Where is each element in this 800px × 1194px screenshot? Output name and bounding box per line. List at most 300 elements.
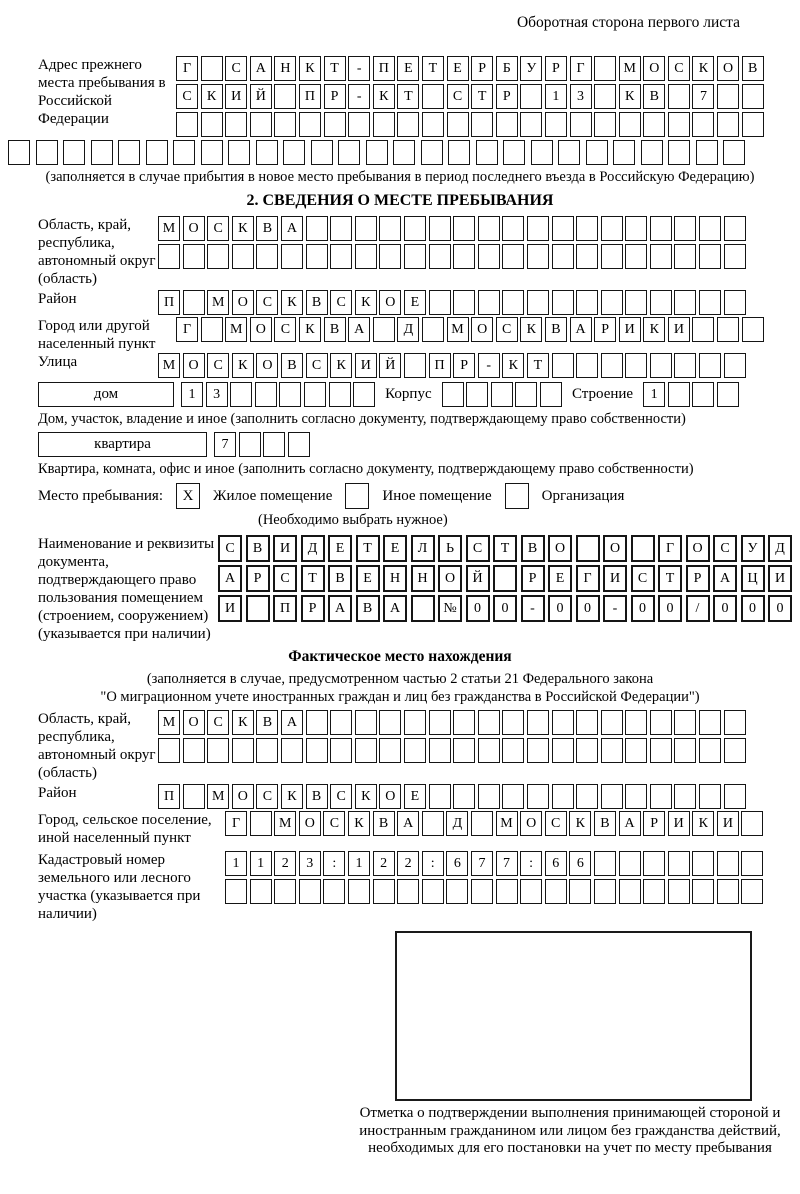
- char-box[interactable]: [699, 353, 721, 378]
- char-box[interactable]: М: [158, 710, 180, 735]
- char-box[interactable]: Е: [404, 784, 426, 809]
- char-box[interactable]: Г: [176, 317, 198, 342]
- char-box[interactable]: И: [668, 317, 690, 342]
- char-box[interactable]: [256, 738, 278, 763]
- char-box[interactable]: О: [471, 317, 493, 342]
- char-box[interactable]: 0: [658, 595, 682, 622]
- char-box[interactable]: 6: [545, 851, 567, 876]
- char-box[interactable]: О: [603, 535, 627, 562]
- char-box[interactable]: В: [643, 84, 665, 109]
- char-box[interactable]: [643, 112, 665, 137]
- char-box[interactable]: [692, 851, 714, 876]
- char-box[interactable]: К: [502, 353, 524, 378]
- char-box[interactable]: [625, 353, 647, 378]
- checkbox-other-premises[interactable]: [345, 483, 369, 509]
- char-box[interactable]: [393, 140, 415, 165]
- char-box[interactable]: [527, 216, 549, 241]
- char-box[interactable]: [379, 216, 401, 241]
- char-box[interactable]: [453, 710, 475, 735]
- char-box[interactable]: [422, 112, 444, 137]
- char-box[interactable]: [366, 140, 388, 165]
- char-box[interactable]: [601, 290, 623, 315]
- char-box[interactable]: [183, 290, 205, 315]
- char-box[interactable]: [668, 382, 690, 407]
- char-box[interactable]: Ц: [741, 565, 765, 592]
- char-box[interactable]: Б: [496, 56, 518, 81]
- char-box[interactable]: [453, 290, 475, 315]
- char-box[interactable]: [306, 738, 328, 763]
- confirmation-stamp-box[interactable]: [395, 931, 752, 1101]
- char-box[interactable]: О: [232, 290, 254, 315]
- char-box[interactable]: 6: [446, 851, 468, 876]
- char-box[interactable]: К: [299, 317, 321, 342]
- char-box[interactable]: В: [306, 784, 328, 809]
- char-box[interactable]: [576, 353, 598, 378]
- char-box[interactable]: С: [713, 535, 737, 562]
- char-box[interactable]: [306, 216, 328, 241]
- char-box[interactable]: [650, 784, 672, 809]
- char-box[interactable]: К: [692, 56, 714, 81]
- char-box[interactable]: С: [545, 811, 567, 836]
- char-box[interactable]: [723, 140, 745, 165]
- char-box[interactable]: [353, 382, 375, 407]
- char-box[interactable]: Е: [328, 535, 352, 562]
- char-box[interactable]: [692, 112, 714, 137]
- char-box[interactable]: [183, 738, 205, 763]
- char-box[interactable]: 0: [631, 595, 655, 622]
- char-box[interactable]: Р: [453, 353, 475, 378]
- char-box[interactable]: [502, 244, 524, 269]
- char-box[interactable]: [650, 353, 672, 378]
- char-box[interactable]: О: [232, 784, 254, 809]
- char-box[interactable]: Н: [411, 565, 435, 592]
- char-box[interactable]: [478, 216, 500, 241]
- char-box[interactable]: П: [158, 290, 180, 315]
- char-box[interactable]: [625, 738, 647, 763]
- char-box[interactable]: 0: [548, 595, 572, 622]
- char-box[interactable]: П: [299, 84, 321, 109]
- char-box[interactable]: [724, 784, 746, 809]
- char-box[interactable]: [668, 879, 690, 904]
- char-box[interactable]: [601, 710, 623, 735]
- char-box[interactable]: В: [328, 565, 352, 592]
- char-box[interactable]: /: [686, 595, 710, 622]
- char-box[interactable]: [520, 112, 542, 137]
- char-box[interactable]: [717, 112, 739, 137]
- char-box[interactable]: [741, 879, 763, 904]
- char-box[interactable]: Т: [527, 353, 549, 378]
- char-box[interactable]: К: [520, 317, 542, 342]
- char-box[interactable]: 1: [225, 851, 247, 876]
- char-box[interactable]: Т: [658, 565, 682, 592]
- char-box[interactable]: Р: [301, 595, 325, 622]
- char-box[interactable]: [625, 244, 647, 269]
- char-box[interactable]: В: [256, 216, 278, 241]
- char-box[interactable]: Т: [471, 84, 493, 109]
- char-box[interactable]: Г: [176, 56, 198, 81]
- char-box[interactable]: [594, 851, 616, 876]
- char-box[interactable]: [742, 112, 764, 137]
- char-box[interactable]: К: [201, 84, 223, 109]
- char-box[interactable]: С: [466, 535, 490, 562]
- char-box[interactable]: [283, 140, 305, 165]
- char-box[interactable]: [515, 382, 537, 407]
- char-box[interactable]: [699, 290, 721, 315]
- char-box[interactable]: [619, 851, 641, 876]
- char-box[interactable]: [158, 244, 180, 269]
- char-box[interactable]: А: [250, 56, 272, 81]
- char-box[interactable]: [619, 112, 641, 137]
- char-box[interactable]: [558, 140, 580, 165]
- char-box[interactable]: [323, 879, 345, 904]
- char-box[interactable]: С: [207, 216, 229, 241]
- char-box[interactable]: В: [356, 595, 380, 622]
- char-box[interactable]: [668, 112, 690, 137]
- char-box[interactable]: О: [717, 56, 739, 81]
- char-box[interactable]: И: [225, 84, 247, 109]
- char-box[interactable]: [496, 879, 518, 904]
- char-box[interactable]: [250, 112, 272, 137]
- char-box[interactable]: [250, 879, 272, 904]
- char-box[interactable]: С: [256, 290, 278, 315]
- char-box[interactable]: [601, 738, 623, 763]
- char-box[interactable]: [601, 353, 623, 378]
- char-box[interactable]: [279, 382, 301, 407]
- char-box[interactable]: [91, 140, 113, 165]
- char-box[interactable]: [502, 216, 524, 241]
- char-box[interactable]: [246, 595, 270, 622]
- char-box[interactable]: [404, 244, 426, 269]
- char-box[interactable]: [531, 140, 553, 165]
- char-box[interactable]: [724, 244, 746, 269]
- char-box[interactable]: [724, 353, 746, 378]
- char-box[interactable]: Р: [324, 84, 346, 109]
- char-box[interactable]: Г: [576, 565, 600, 592]
- char-box[interactable]: [641, 140, 663, 165]
- char-box[interactable]: Е: [404, 290, 426, 315]
- char-box[interactable]: М: [274, 811, 296, 836]
- char-box[interactable]: Г: [658, 535, 682, 562]
- char-box[interactable]: 0: [713, 595, 737, 622]
- char-box[interactable]: [717, 879, 739, 904]
- char-box[interactable]: С: [330, 784, 352, 809]
- char-box[interactable]: 0: [493, 595, 517, 622]
- char-box[interactable]: [552, 216, 574, 241]
- char-box[interactable]: И: [768, 565, 792, 592]
- char-box[interactable]: К: [281, 290, 303, 315]
- char-box[interactable]: [668, 140, 690, 165]
- char-box[interactable]: О: [520, 811, 542, 836]
- char-box[interactable]: В: [521, 535, 545, 562]
- char-box[interactable]: [466, 382, 488, 407]
- char-box[interactable]: [717, 317, 739, 342]
- char-box[interactable]: 3: [206, 382, 228, 407]
- char-box[interactable]: Й: [379, 353, 401, 378]
- char-box[interactable]: 1: [545, 84, 567, 109]
- char-box[interactable]: В: [246, 535, 270, 562]
- char-box[interactable]: [201, 56, 223, 81]
- char-box[interactable]: В: [594, 811, 616, 836]
- char-box[interactable]: [552, 353, 574, 378]
- char-box[interactable]: [207, 738, 229, 763]
- char-box[interactable]: Е: [356, 565, 380, 592]
- char-box[interactable]: В: [256, 710, 278, 735]
- char-box[interactable]: [478, 290, 500, 315]
- char-box[interactable]: Р: [246, 565, 270, 592]
- char-box[interactable]: К: [348, 811, 370, 836]
- checkbox-organization[interactable]: [505, 483, 529, 509]
- char-box[interactable]: [373, 317, 395, 342]
- char-box[interactable]: Т: [324, 56, 346, 81]
- char-box[interactable]: К: [355, 290, 377, 315]
- char-box[interactable]: [422, 317, 444, 342]
- char-box[interactable]: [379, 710, 401, 735]
- char-box[interactable]: [650, 738, 672, 763]
- char-box[interactable]: [668, 851, 690, 876]
- char-box[interactable]: [502, 710, 524, 735]
- char-box[interactable]: [348, 879, 370, 904]
- char-box[interactable]: [569, 879, 591, 904]
- char-box[interactable]: [201, 317, 223, 342]
- char-box[interactable]: [373, 112, 395, 137]
- char-box[interactable]: [625, 216, 647, 241]
- char-box[interactable]: [742, 317, 764, 342]
- char-box[interactable]: [429, 710, 451, 735]
- char-box[interactable]: [338, 140, 360, 165]
- char-box[interactable]: [355, 710, 377, 735]
- char-box[interactable]: [650, 244, 672, 269]
- char-box[interactable]: А: [281, 216, 303, 241]
- char-box[interactable]: [545, 112, 567, 137]
- char-box[interactable]: И: [668, 811, 690, 836]
- char-box[interactable]: [742, 84, 764, 109]
- char-box[interactable]: [717, 851, 739, 876]
- char-box[interactable]: [256, 140, 278, 165]
- char-box[interactable]: А: [383, 595, 407, 622]
- char-box[interactable]: -: [478, 353, 500, 378]
- char-box[interactable]: [330, 244, 352, 269]
- char-box[interactable]: 0: [768, 595, 792, 622]
- char-box[interactable]: С: [218, 535, 242, 562]
- char-box[interactable]: [453, 784, 475, 809]
- char-box[interactable]: 1: [181, 382, 203, 407]
- char-box[interactable]: А: [218, 565, 242, 592]
- char-box[interactable]: [8, 140, 30, 165]
- char-box[interactable]: К: [281, 784, 303, 809]
- char-box[interactable]: [545, 879, 567, 904]
- char-box[interactable]: [699, 738, 721, 763]
- char-box[interactable]: [527, 244, 549, 269]
- char-box[interactable]: [232, 244, 254, 269]
- char-box[interactable]: [274, 879, 296, 904]
- char-box[interactable]: С: [207, 710, 229, 735]
- char-box[interactable]: К: [232, 216, 254, 241]
- char-box[interactable]: [281, 244, 303, 269]
- char-box[interactable]: [601, 216, 623, 241]
- char-box[interactable]: [263, 432, 285, 457]
- char-box[interactable]: [379, 738, 401, 763]
- char-box[interactable]: Е: [447, 56, 469, 81]
- char-box[interactable]: [594, 879, 616, 904]
- char-box[interactable]: [717, 84, 739, 109]
- char-box[interactable]: [429, 216, 451, 241]
- char-box[interactable]: [520, 879, 542, 904]
- char-box[interactable]: [724, 290, 746, 315]
- char-box[interactable]: [724, 216, 746, 241]
- char-box[interactable]: [429, 290, 451, 315]
- char-box[interactable]: М: [158, 353, 180, 378]
- char-box[interactable]: [674, 738, 696, 763]
- char-box[interactable]: [717, 382, 739, 407]
- char-box[interactable]: [692, 879, 714, 904]
- char-box[interactable]: М: [207, 290, 229, 315]
- char-box[interactable]: [471, 879, 493, 904]
- char-box[interactable]: Н: [383, 565, 407, 592]
- char-box[interactable]: 0: [741, 595, 765, 622]
- char-box[interactable]: [299, 112, 321, 137]
- char-box[interactable]: И: [717, 811, 739, 836]
- char-box[interactable]: А: [328, 595, 352, 622]
- char-box[interactable]: [274, 112, 296, 137]
- char-box[interactable]: С: [256, 784, 278, 809]
- char-box[interactable]: Е: [397, 56, 419, 81]
- char-box[interactable]: 0: [466, 595, 490, 622]
- char-box[interactable]: [594, 84, 616, 109]
- char-box[interactable]: [478, 710, 500, 735]
- char-box[interactable]: 0: [576, 595, 600, 622]
- char-box[interactable]: К: [330, 353, 352, 378]
- char-box[interactable]: [699, 710, 721, 735]
- char-box[interactable]: [183, 784, 205, 809]
- char-box[interactable]: Т: [493, 535, 517, 562]
- char-box[interactable]: [540, 382, 562, 407]
- char-box[interactable]: О: [183, 353, 205, 378]
- char-box[interactable]: [411, 595, 435, 622]
- char-box[interactable]: [576, 784, 598, 809]
- char-box[interactable]: П: [273, 595, 297, 622]
- char-box[interactable]: [502, 738, 524, 763]
- char-box[interactable]: О: [548, 535, 572, 562]
- char-box[interactable]: Р: [471, 56, 493, 81]
- char-box[interactable]: [613, 140, 635, 165]
- char-box[interactable]: [324, 112, 346, 137]
- char-box[interactable]: М: [225, 317, 247, 342]
- char-box[interactable]: [453, 738, 475, 763]
- char-box[interactable]: [281, 738, 303, 763]
- char-box[interactable]: 6: [569, 851, 591, 876]
- char-box[interactable]: [586, 140, 608, 165]
- char-box[interactable]: К: [643, 317, 665, 342]
- char-box[interactable]: [493, 565, 517, 592]
- char-box[interactable]: О: [256, 353, 278, 378]
- char-box[interactable]: О: [379, 290, 401, 315]
- char-box[interactable]: [355, 216, 377, 241]
- char-box[interactable]: П: [158, 784, 180, 809]
- char-box[interactable]: [256, 244, 278, 269]
- char-box[interactable]: [674, 784, 696, 809]
- char-box[interactable]: [619, 879, 641, 904]
- char-box[interactable]: Р: [643, 811, 665, 836]
- char-box[interactable]: [471, 112, 493, 137]
- char-box[interactable]: А: [713, 565, 737, 592]
- char-box[interactable]: [527, 290, 549, 315]
- char-box[interactable]: -: [603, 595, 627, 622]
- char-box[interactable]: С: [631, 565, 655, 592]
- char-box[interactable]: О: [299, 811, 321, 836]
- char-box[interactable]: [692, 382, 714, 407]
- char-box[interactable]: [250, 811, 272, 836]
- char-box[interactable]: А: [348, 317, 370, 342]
- char-box[interactable]: [576, 290, 598, 315]
- char-box[interactable]: [397, 112, 419, 137]
- char-box[interactable]: 7: [214, 432, 236, 457]
- char-box[interactable]: [650, 216, 672, 241]
- char-box[interactable]: К: [232, 710, 254, 735]
- char-box[interactable]: [692, 317, 714, 342]
- char-box[interactable]: [552, 784, 574, 809]
- char-box[interactable]: Е: [548, 565, 572, 592]
- char-box[interactable]: [207, 244, 229, 269]
- char-box[interactable]: [373, 879, 395, 904]
- char-box[interactable]: 1: [643, 382, 665, 407]
- char-box[interactable]: [225, 879, 247, 904]
- char-box[interactable]: [429, 784, 451, 809]
- char-box[interactable]: [176, 112, 198, 137]
- char-box[interactable]: Т: [301, 565, 325, 592]
- char-box[interactable]: [230, 382, 252, 407]
- char-box[interactable]: [674, 290, 696, 315]
- char-box[interactable]: В: [281, 353, 303, 378]
- char-box[interactable]: С: [207, 353, 229, 378]
- char-box[interactable]: [674, 353, 696, 378]
- char-box[interactable]: О: [183, 710, 205, 735]
- char-box[interactable]: [404, 738, 426, 763]
- char-box[interactable]: Й: [250, 84, 272, 109]
- char-box[interactable]: [625, 710, 647, 735]
- char-box[interactable]: [330, 216, 352, 241]
- char-box[interactable]: [594, 112, 616, 137]
- char-box[interactable]: [527, 710, 549, 735]
- char-box[interactable]: [650, 290, 672, 315]
- char-box[interactable]: [288, 432, 310, 457]
- char-box[interactable]: У: [741, 535, 765, 562]
- char-box[interactable]: М: [619, 56, 641, 81]
- char-box[interactable]: [311, 140, 333, 165]
- char-box[interactable]: [674, 710, 696, 735]
- char-box[interactable]: Г: [225, 811, 247, 836]
- char-box[interactable]: К: [619, 84, 641, 109]
- char-box[interactable]: 1: [250, 851, 272, 876]
- char-box[interactable]: [478, 784, 500, 809]
- char-box[interactable]: К: [232, 353, 254, 378]
- char-box[interactable]: [183, 244, 205, 269]
- char-box[interactable]: [453, 244, 475, 269]
- char-box[interactable]: [527, 738, 549, 763]
- char-box[interactable]: Р: [686, 565, 710, 592]
- char-box[interactable]: О: [643, 56, 665, 81]
- char-box[interactable]: А: [619, 811, 641, 836]
- char-box[interactable]: [520, 84, 542, 109]
- char-box[interactable]: [447, 112, 469, 137]
- char-box[interactable]: [471, 811, 493, 836]
- char-box[interactable]: [329, 382, 351, 407]
- checkbox-residential[interactable]: X: [176, 483, 200, 509]
- char-box[interactable]: [643, 851, 665, 876]
- char-box[interactable]: [442, 382, 464, 407]
- char-box[interactable]: Т: [422, 56, 444, 81]
- char-box[interactable]: А: [281, 710, 303, 735]
- char-box[interactable]: Д: [768, 535, 792, 562]
